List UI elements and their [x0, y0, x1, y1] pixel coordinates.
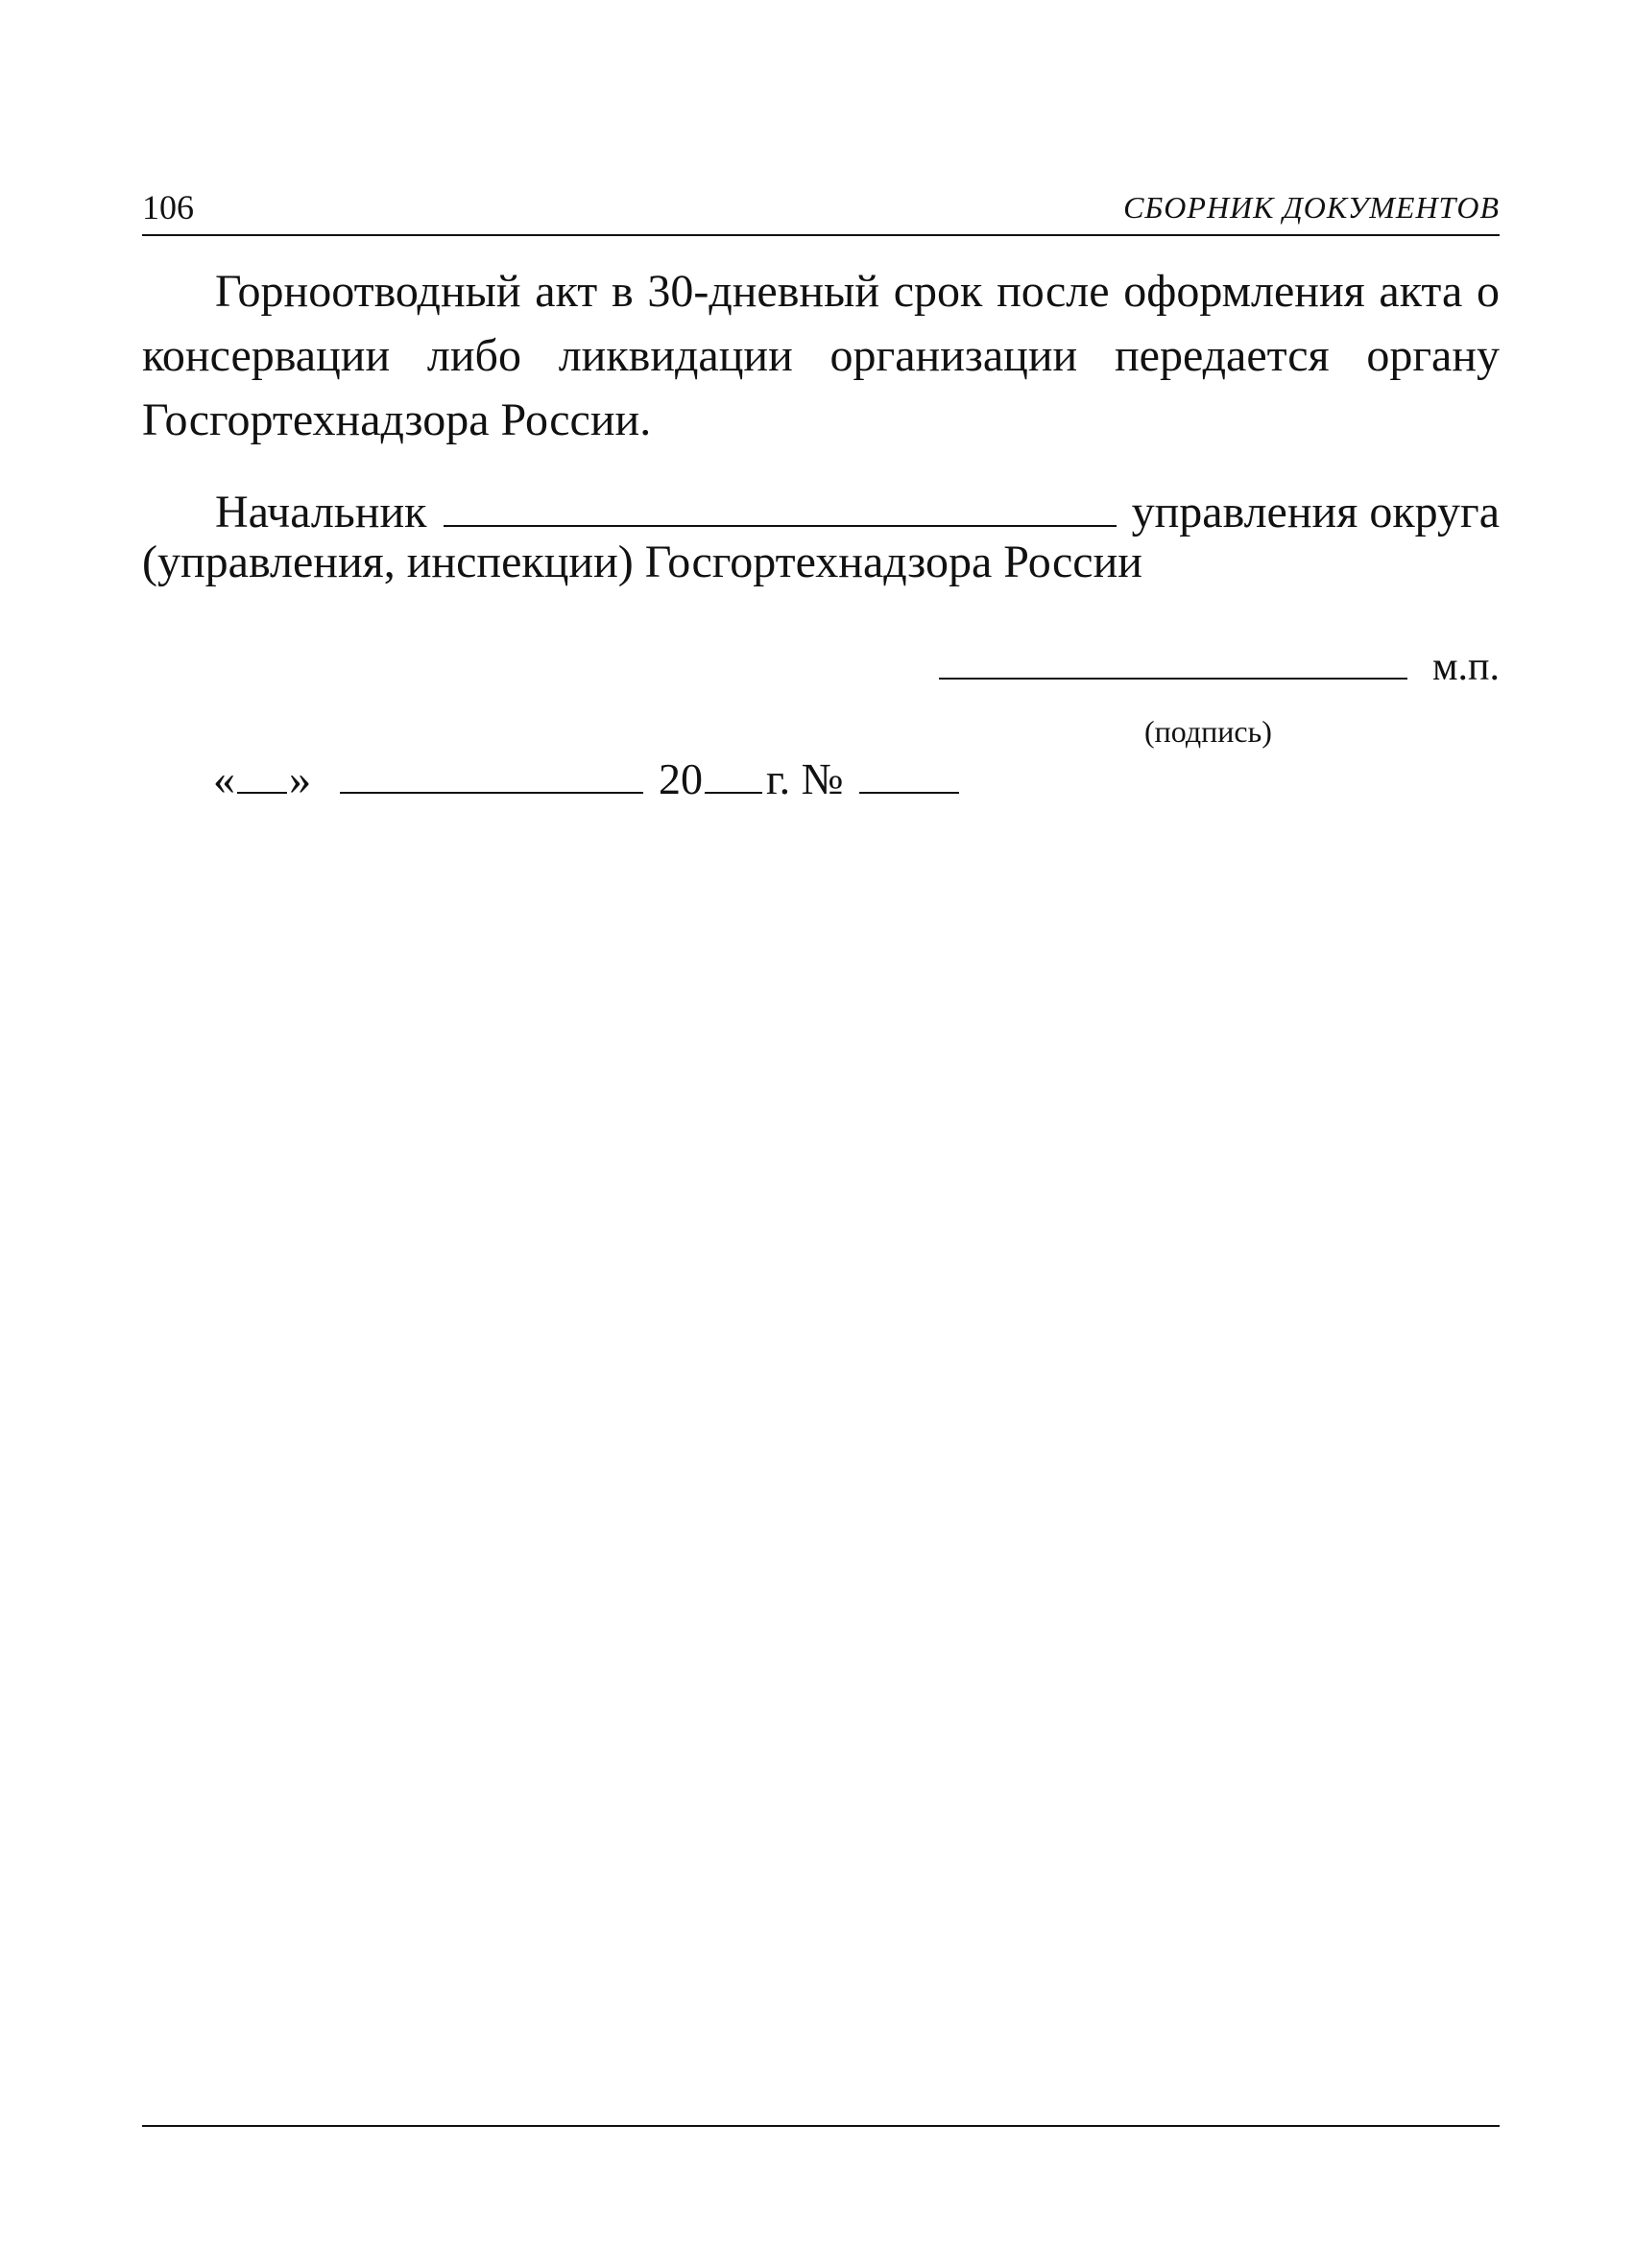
running-title: СБОРНИК ДОКУМЕНТОВ	[1123, 190, 1500, 225]
body-paragraph: Горноотводный акт в 30-дневный срок после оформления акта о консервации либо ликвидации организации передается органу Госгортехнадзора России.	[142, 266, 1500, 445]
signature-caption: (подпись)	[1144, 714, 1272, 749]
footer-rule	[142, 2125, 1500, 2127]
number-blank-line	[859, 757, 959, 794]
chief-suffix: управления округа	[1131, 487, 1500, 537]
stamp-label: м.п.	[1431, 645, 1500, 689]
signature-row	[939, 643, 1500, 691]
signature-blank-line	[939, 645, 1407, 680]
header-rule	[142, 234, 1500, 236]
day-blank-line	[237, 757, 287, 794]
chief-blank-line	[444, 487, 1116, 527]
century-label: 20	[659, 754, 703, 803]
month-blank-line	[340, 757, 643, 794]
year-blank-line	[705, 757, 762, 794]
year-suffix: г. №	[766, 754, 844, 803]
chief-line	[215, 485, 1500, 540]
page-number: 106	[142, 188, 194, 227]
date-line	[213, 752, 959, 806]
chief-prefix: Начальник	[215, 487, 427, 537]
chief-continuation: (управления, инспекции) Госгортехнадзора России	[142, 537, 1142, 587]
open-quote: «	[213, 754, 235, 803]
close-quote: »	[289, 754, 311, 803]
